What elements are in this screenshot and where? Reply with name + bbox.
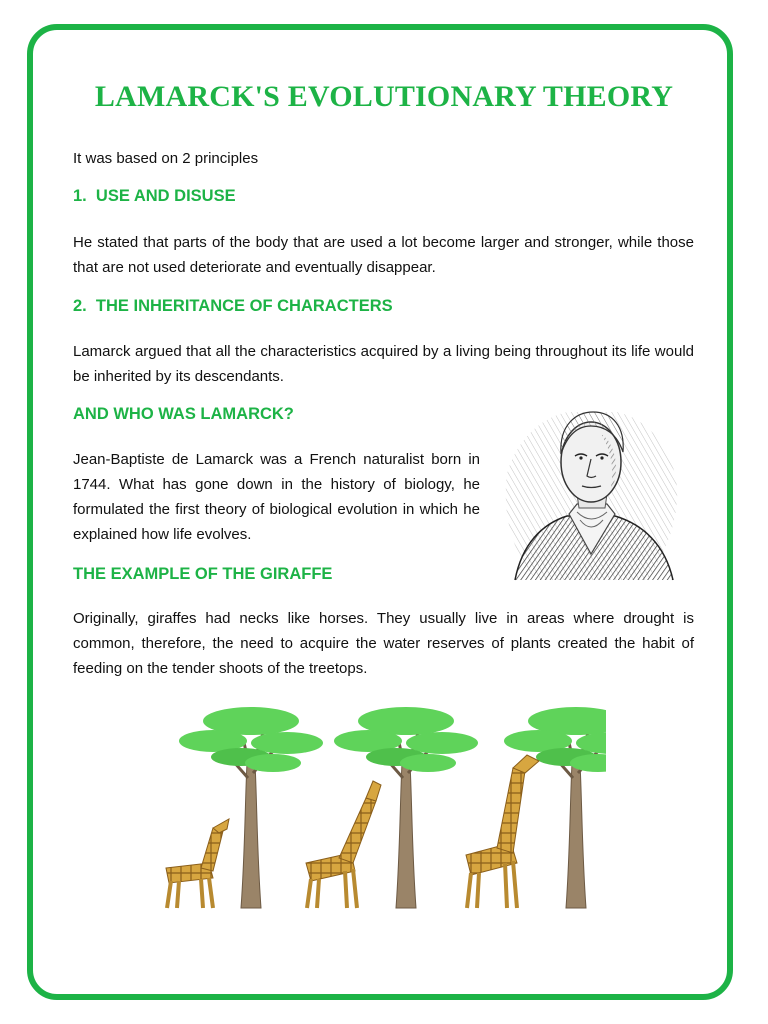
- section-text-inheritance: Lamarck argued that all the characteristics acquired by a living being throughout its life would be inherited by its descendants.: [73, 343, 694, 385]
- section-text-who-was-lamarck: Jean-Baptiste de Lamarck was a French naturalist born in 1744. What has gone down in the history of biology, he formulated the first theory of biological evolution in which he explained how life evolves.: [73, 451, 480, 543]
- intro-text: It was based on 2 principles: [73, 150, 259, 167]
- section-heading-who-was-lamarck: AND WHO WAS LAMARCK?: [73, 405, 294, 423]
- section-heading-inheritance: 2. THE INHERITANCE OF CHARACTERS: [73, 297, 393, 315]
- section-text-use-disuse: He stated that parts of the body that are used a lot become larger and stronger, while those that are not used deteriorate and eventually disappear.: [73, 234, 694, 276]
- section-heading-giraffe: THE EXAMPLE OF THE GIRAFFE: [73, 565, 333, 583]
- giraffe-long-neck: [466, 755, 539, 908]
- page-title: LAMARCK'S EVOLUTIONARY THEORY: [94, 80, 674, 113]
- giraffe-short-neck: [166, 819, 229, 908]
- lamarck-portrait: [497, 404, 685, 582]
- section-heading-use-disuse: 1. USE AND DISUSE: [73, 187, 236, 205]
- section-text-giraffe: Originally, giraffes had necks like horses. They usually live in areas where drought is common, therefore, the need to acquire the water reserves of plants created the habit of feeding on the tender shoots of the treetops.: [73, 610, 694, 677]
- giraffe-medium-neck: [306, 781, 381, 908]
- giraffe-evolution-illustration: [161, 703, 606, 911]
